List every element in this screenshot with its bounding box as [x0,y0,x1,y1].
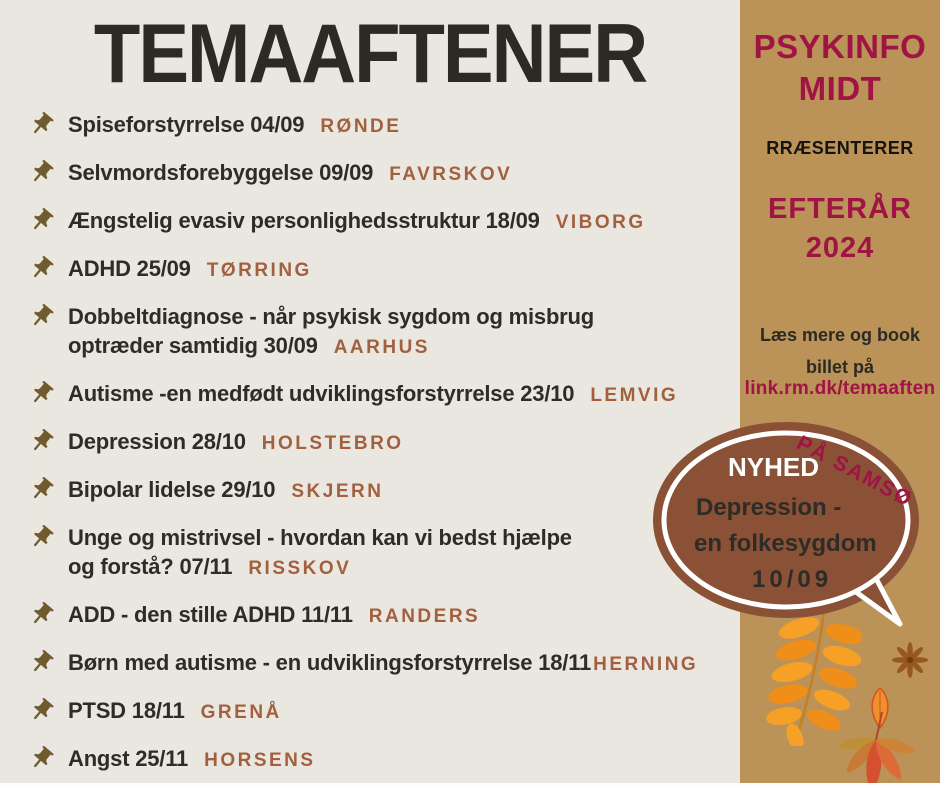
event-location: VIBORG [555,212,646,233]
event-text: Selvmordsforebyggelse 09/09 [68,160,374,185]
bubble-line2: en folkesygdom [694,530,877,557]
event-text: Bipolar lidelse 29/10 [68,477,276,502]
pushpin-icon [22,105,60,143]
booking-info [740,320,940,383]
event-title [68,648,698,679]
event-row [28,475,734,506]
event-row [28,379,734,410]
event-text: ADHD 25/09 [68,256,191,281]
pushpin-icon [22,249,60,287]
season-line2: 2024 [805,232,875,265]
event-text: Børn med autisme - en udviklingsforstyrrelse 18/11 [68,650,592,675]
event-location: GRENÅ [200,702,282,723]
event-text: Depression 28/10 [68,429,246,454]
event-text: ADD - den stille ADHD 11/11 [68,602,353,627]
event-row [28,696,734,727]
pushpin-icon [22,470,60,508]
event-location: FAVRSKOV [389,164,513,185]
samso-stamp: PÅ SAMSØ [792,431,917,512]
season-label [740,190,940,268]
pushpin-icon [22,739,60,777]
event-text: Spiseforstyrrelse 04/09 [68,112,305,137]
event-text: PTSD 18/11 [68,698,185,723]
events-list [28,110,734,775]
pushpin-icon [22,422,60,460]
booking-info-line2: billet på [805,356,874,377]
event-location: HOLSTEBRO [261,433,404,454]
event-text: Ængstelig evasiv personlighedsstruktur 18/09 [68,208,540,233]
event-location: HERNING [593,654,699,675]
pushpin-icon [22,201,60,239]
event-title [68,206,646,237]
booking-info-line1: Læs mere og book [759,325,921,345]
event-title [68,696,282,727]
event-location: HORSENS [204,750,316,771]
pushpin-icon [22,518,60,556]
event-title [68,110,401,141]
event-row [28,427,734,458]
bottom-strip [0,783,940,788]
event-title [68,158,512,189]
event-location: SKJERN [291,481,384,502]
event-location: RØNDE [320,116,402,137]
event-title [68,523,572,583]
event-title [68,600,480,631]
brand-line2: MIDT [798,70,882,108]
news-bubble [648,420,928,635]
event-text: optræder samtidig 30/09 [68,333,318,358]
event-row [28,254,734,285]
event-row [28,600,734,631]
event-title [68,744,316,775]
event-location: LEMVIG [590,385,679,406]
star-anise-icon [891,641,929,679]
event-text: Autisme -en medfødt udviklingsforstyrrelse 23/10 [68,381,575,406]
event-row [28,206,734,237]
event-title [68,427,404,458]
pushpin-icon [22,691,60,729]
pushpin-icon [22,297,60,335]
event-title [68,475,383,506]
pushpin-icon [22,643,60,681]
pushpin-icon [22,595,60,633]
page-title: TEMAAFTENER [93,7,647,101]
brand-line1: PSYKINFO [753,28,927,65]
season-line1: EFTERÅR [768,193,912,225]
event-row [28,648,734,679]
event-text: Unge og mistrivsel - hvordan kan vi bedst hjælpe [68,525,572,550]
event-title [68,302,594,362]
event-row [28,158,734,189]
bubble-line1: Depression - [696,494,842,521]
bubble-date: 10/09 [752,566,833,593]
creeper-leaf-icon [824,710,924,788]
event-location: TØRRING [206,260,312,281]
pushpin-icon [22,153,60,191]
event-row [28,523,734,583]
event-text: Angst 25/11 [68,746,189,771]
event-location: AARHUS [333,337,430,358]
event-row [28,744,734,775]
news-badge: NYHED [728,452,820,482]
presents-label: RRÆSENTERER [766,138,914,158]
event-row [28,302,734,362]
booking-link[interactable]: link.rm.dk/temaaften [744,378,936,399]
brand-title [740,26,940,110]
event-location: RISSKOV [248,558,352,579]
event-location: RANDERS [368,606,481,627]
event-text: Dobbeltdiagnose - når psykisk sygdom og misbrug [68,304,595,329]
pushpin-icon [22,374,60,412]
event-text: og forstå? 07/11 [68,554,233,579]
event-title [68,254,312,285]
event-title [68,379,678,410]
event-row [28,110,734,141]
